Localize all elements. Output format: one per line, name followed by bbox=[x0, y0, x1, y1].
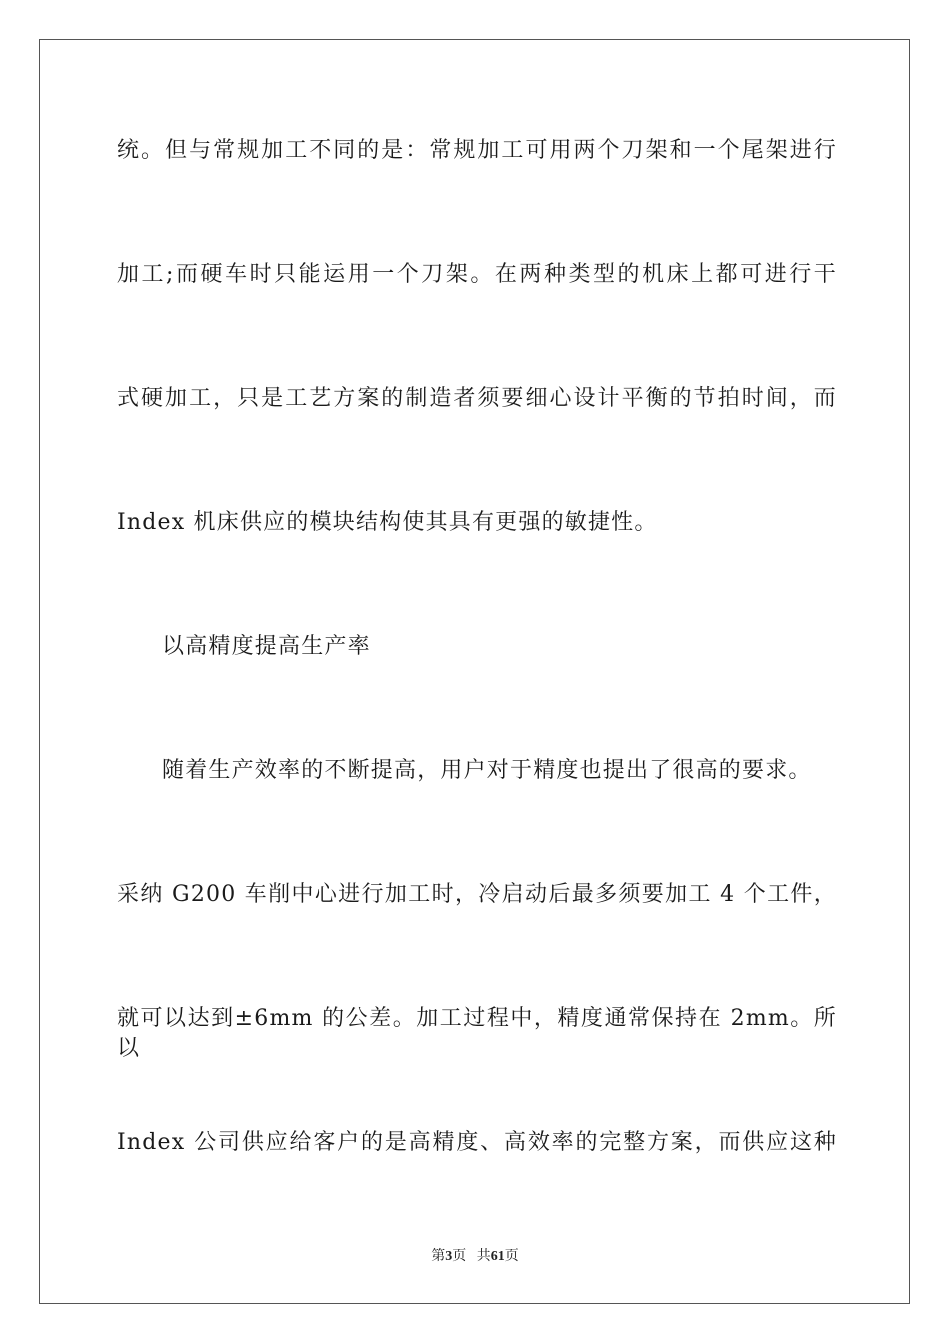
footer-page-suffix: 页 bbox=[452, 1249, 467, 1264]
body-text-line: 统。但与常规加工不同的是：常规加工可用两个刀架和一个尾架进行 bbox=[117, 138, 837, 163]
body-text-line: 就可以达到±6mm 的公差。加工过程中，精度通常保持在 2mm。所以 bbox=[117, 1006, 837, 1061]
page-footer bbox=[0, 1248, 950, 1266]
footer-total-suffix: 页 bbox=[504, 1249, 519, 1264]
body-text-line: 随着生产效率的不断提高，用户对于精度也提出了很高的要求。 bbox=[162, 758, 812, 783]
body-text-line: 加工;而硬车时只能运用一个刀架。在两种类型的机床上都可进行干 bbox=[117, 262, 837, 287]
section-heading: 以高精度提高生产率 bbox=[162, 634, 371, 659]
body-text-line: Index 机床供应的模块结构使其具有更强的敏捷性。 bbox=[117, 510, 658, 535]
footer-total-prefix: 共 bbox=[476, 1249, 491, 1264]
body-text-line: Index 公司供应给客户的是高精度、高效率的完整方案，而供应这种 bbox=[117, 1130, 837, 1155]
body-text-line: 采纳 G200 车削中心进行加工时，冷启动后最多须要加工 4 个工件， bbox=[117, 882, 837, 907]
footer-total-pages: 61 bbox=[490, 1249, 505, 1264]
page-frame bbox=[39, 39, 910, 1304]
body-text-line: 式硬加工，只是工艺方案的制造者须要细心设计平衡的节拍时间，而 bbox=[117, 386, 837, 411]
footer-page-number: 3 bbox=[445, 1249, 453, 1264]
footer-page-prefix: 第 bbox=[431, 1249, 446, 1264]
